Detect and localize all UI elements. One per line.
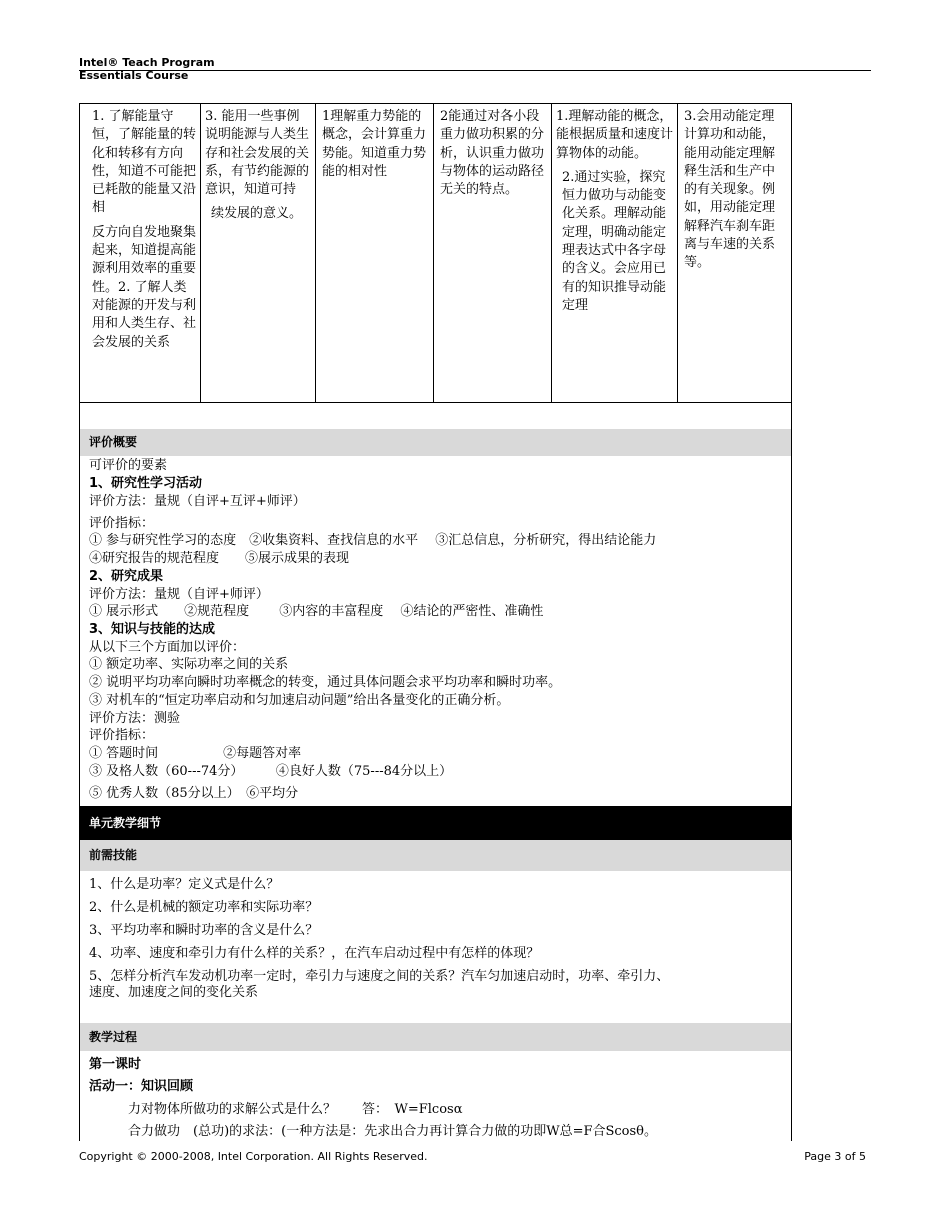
assessment-subheading: 1、研究性学习活动 [89,476,203,491]
assessment-subheading: 2、研究成果 [89,569,164,584]
assessment-heading: 评价概要 [80,429,791,456]
assessment-line: ③ 及格人数（60---74分） ④良好人数（75---84分以上） [89,764,453,779]
process-line: 力对物体所做功的求解公式是什么？ 答： W=Flcosα [128,1102,463,1117]
page-number: Page 3 of 5 [804,1150,866,1163]
prereq-line: 速度、加速度之间的变化关系 [89,985,259,1000]
objective-col-5: 1.理解动能的概念，能根据质量和速度计算物体的动能。 2.通过实验，探究恒力做功与动能变化关系。理解动能定理，明确动能定理表达式中各字母的含义。会应用已有的知识推导动能定理 [552,104,678,402]
copyright-text: Copyright © 2000-2008, Intel Corporation. All Rights Reserved. [79,1150,428,1163]
objective-col-2: 3. 能用一些事例说明能源与人类生存和社会发展的关系，有节约能源的意识，知道可持 续发展的意义。 [201,104,316,402]
header-rule [79,70,871,71]
prereq-line: 1、什么是功率？定义式是什么？ [89,877,280,892]
assessment-line: 评价指标： [89,516,155,531]
assessment-line: 评价方法：测验 [89,711,181,726]
assessment-line: ④研究报告的规范程度 ⑤展示成果的表现 [89,551,350,566]
prereq-line: 2、什么是机械的额定功率和实际功率？ [89,900,319,915]
objective-col-4: 2能通过对各小段重力做功积累的分析，认识重力做功与物体的运动路径无关的特点。 [434,104,552,402]
assessment-line: 评价方法：量规（自评+互评+师评） [89,494,306,509]
assessment-line: ③ 对机车的“恒定功率启动和匀加速启动问题”给出各量变化的正确分析。 [89,693,510,708]
document-table [79,103,792,1141]
lesson-title: 第一课时 [89,1057,142,1072]
prereq-line: 3、平均功率和瞬时功率的含义是什么？ [89,923,319,938]
assessment-line: 从以下三个方面加以评价： [89,640,246,655]
objective-col-1: 1. 了解能量守恒，了解能量的转化和转移有方向性，知道不可能把已耗散的能量又沿相 反方向自发地聚集起来，知道提高能源利用效率的重要性。2. 了解人类对能源的开发与利用和人类生存、社会发展的关系 [80,104,201,402]
assessment-line: ① 额定功率、实际功率之间的关系 [89,657,289,672]
unit-details-heading: 单元教学细节 [80,806,791,840]
prereq-heading: 前需技能 [80,840,791,871]
assessment-line: ① 展示形式 ②规范程度 ③内容的丰富程度 ④结论的严密性、准确性 [89,604,544,619]
objectives-row [80,104,791,403]
assessment-line: 可评价的要素 [89,458,168,473]
activity-title: 活动一：知识回顾 [89,1079,194,1094]
assessment-subheading: 3、知识与技能的达成 [89,622,216,637]
objective-col-6: 3.会用动能定理计算功和动能，能用动能定理解释生活和生产中的有关现象。例如，用动能定理解释汽车刹车距离与车速的关系等。 [684,109,776,271]
process-heading: 教学过程 [80,1023,791,1051]
assessment-line: ① 答题时间 ②每题答对率 [89,746,302,761]
assessment-line: 评价方法：量规（自评+师评） [89,587,269,602]
prereq-line: 5、怎样分析汽车发动机功率一定时，牵引力与速度之间的关系？汽车匀加速启动时，功率、牵引力、 [89,969,670,984]
assessment-line: ⑤ 优秀人数（85分以上） ⑥平均分 [89,786,299,801]
objective-col-3: 1理解重力势能的概念，会计算重力势能。知道重力势能的相对性 [316,104,434,402]
process-line: 合力做功 (总功)的求法：(一种方法是：先求出合力再计算合力做的功即W总=F合Scosθ。 [128,1124,658,1139]
assessment-line: 评价指标： [89,728,155,743]
program-title: Intel® Teach Program Essentials Course [79,56,215,82]
prereq-line: 4、功率、速度和牵引力有什么样的关系？，在汽车启动过程中有怎样的体现？ [89,946,540,961]
assessment-line: ① 参与研究性学习的态度 ②收集资料、查找信息的水平 ③汇总信息，分析研究，得出结论能力 [89,533,657,548]
assessment-line: ② 说明平均功率向瞬时功率概念的转变，通过具体问题会求平均功率和瞬时功率。 [89,675,562,690]
